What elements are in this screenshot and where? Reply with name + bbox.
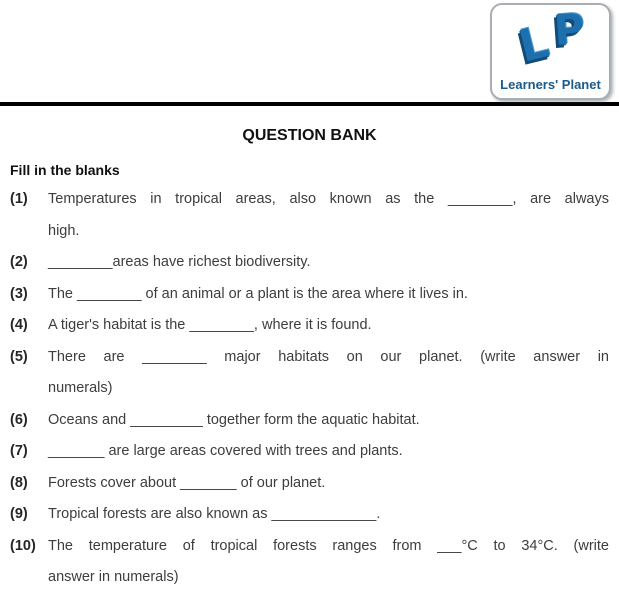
question-line: A tiger's habitat is the ________, where it is found. <box>48 317 372 333</box>
question-line: numerals) <box>48 380 113 396</box>
question-line: Temperatures in tropical areas, also known as the ________, are always <box>48 191 609 207</box>
question-text <box>48 184 609 247</box>
question-text <box>48 405 609 437</box>
lp-monogram-icon <box>492 3 609 75</box>
question-number: (7) <box>10 443 28 459</box>
question-text <box>48 279 609 311</box>
logo-letter-l: L <box>514 16 554 73</box>
question-text <box>48 499 609 531</box>
question-text <box>48 247 609 279</box>
question-row-3 <box>10 279 609 311</box>
logo-letter-p: P <box>552 3 587 56</box>
question-row-10 <box>10 531 609 590</box>
question-line: Forests cover about _______ of our planet. <box>48 474 326 491</box>
question-text <box>48 436 609 468</box>
question-number: (4) <box>10 317 28 333</box>
question-number: (8) <box>10 474 28 491</box>
question-row-4 <box>10 310 609 342</box>
question-number: (9) <box>10 506 28 522</box>
learners-planet-logo <box>490 3 611 100</box>
question-number: (5) <box>10 348 28 365</box>
question-row-2 <box>10 247 609 279</box>
question-line: high. <box>48 222 80 239</box>
question-row-9 <box>10 499 609 531</box>
question-line: answer in numerals) <box>48 569 179 585</box>
section-heading: Fill in the blanks <box>10 162 120 178</box>
question-text <box>48 342 609 405</box>
question-line: Oceans and _________ together form the aquatic habitat. <box>48 411 420 428</box>
question-row-5 <box>10 342 609 405</box>
question-line: ________areas have richest biodiversity. <box>48 254 311 270</box>
logo-brand-name: Learners' Planet <box>500 77 601 92</box>
question-line: The temperature of tropical forests ranges from ___°C to 34°C. (write <box>48 537 609 554</box>
question-row-6 <box>10 405 609 437</box>
question-row-1 <box>10 184 609 247</box>
question-line: _______ are large areas covered with trees and plants. <box>48 443 403 459</box>
question-number: (6) <box>10 411 28 428</box>
question-number: (1) <box>10 191 28 207</box>
question-row-8 <box>10 468 609 500</box>
question-text <box>48 468 609 500</box>
question-number: (10) <box>10 537 36 554</box>
question-number: (2) <box>10 254 28 270</box>
question-number: (3) <box>10 285 28 302</box>
question-text <box>48 310 609 342</box>
question-line: Tropical forests are also known as _____________. <box>48 506 381 522</box>
question-line: There are ________ major habitats on our planet. (write answer in <box>48 348 609 365</box>
document-body <box>0 106 619 590</box>
question-line: The ________ of an animal or a plant is the area where it lives in. <box>48 285 468 302</box>
question-text <box>48 531 609 590</box>
question-list <box>10 184 609 590</box>
page-title: QUESTION BANK <box>242 127 377 144</box>
question-row-7 <box>10 436 609 468</box>
